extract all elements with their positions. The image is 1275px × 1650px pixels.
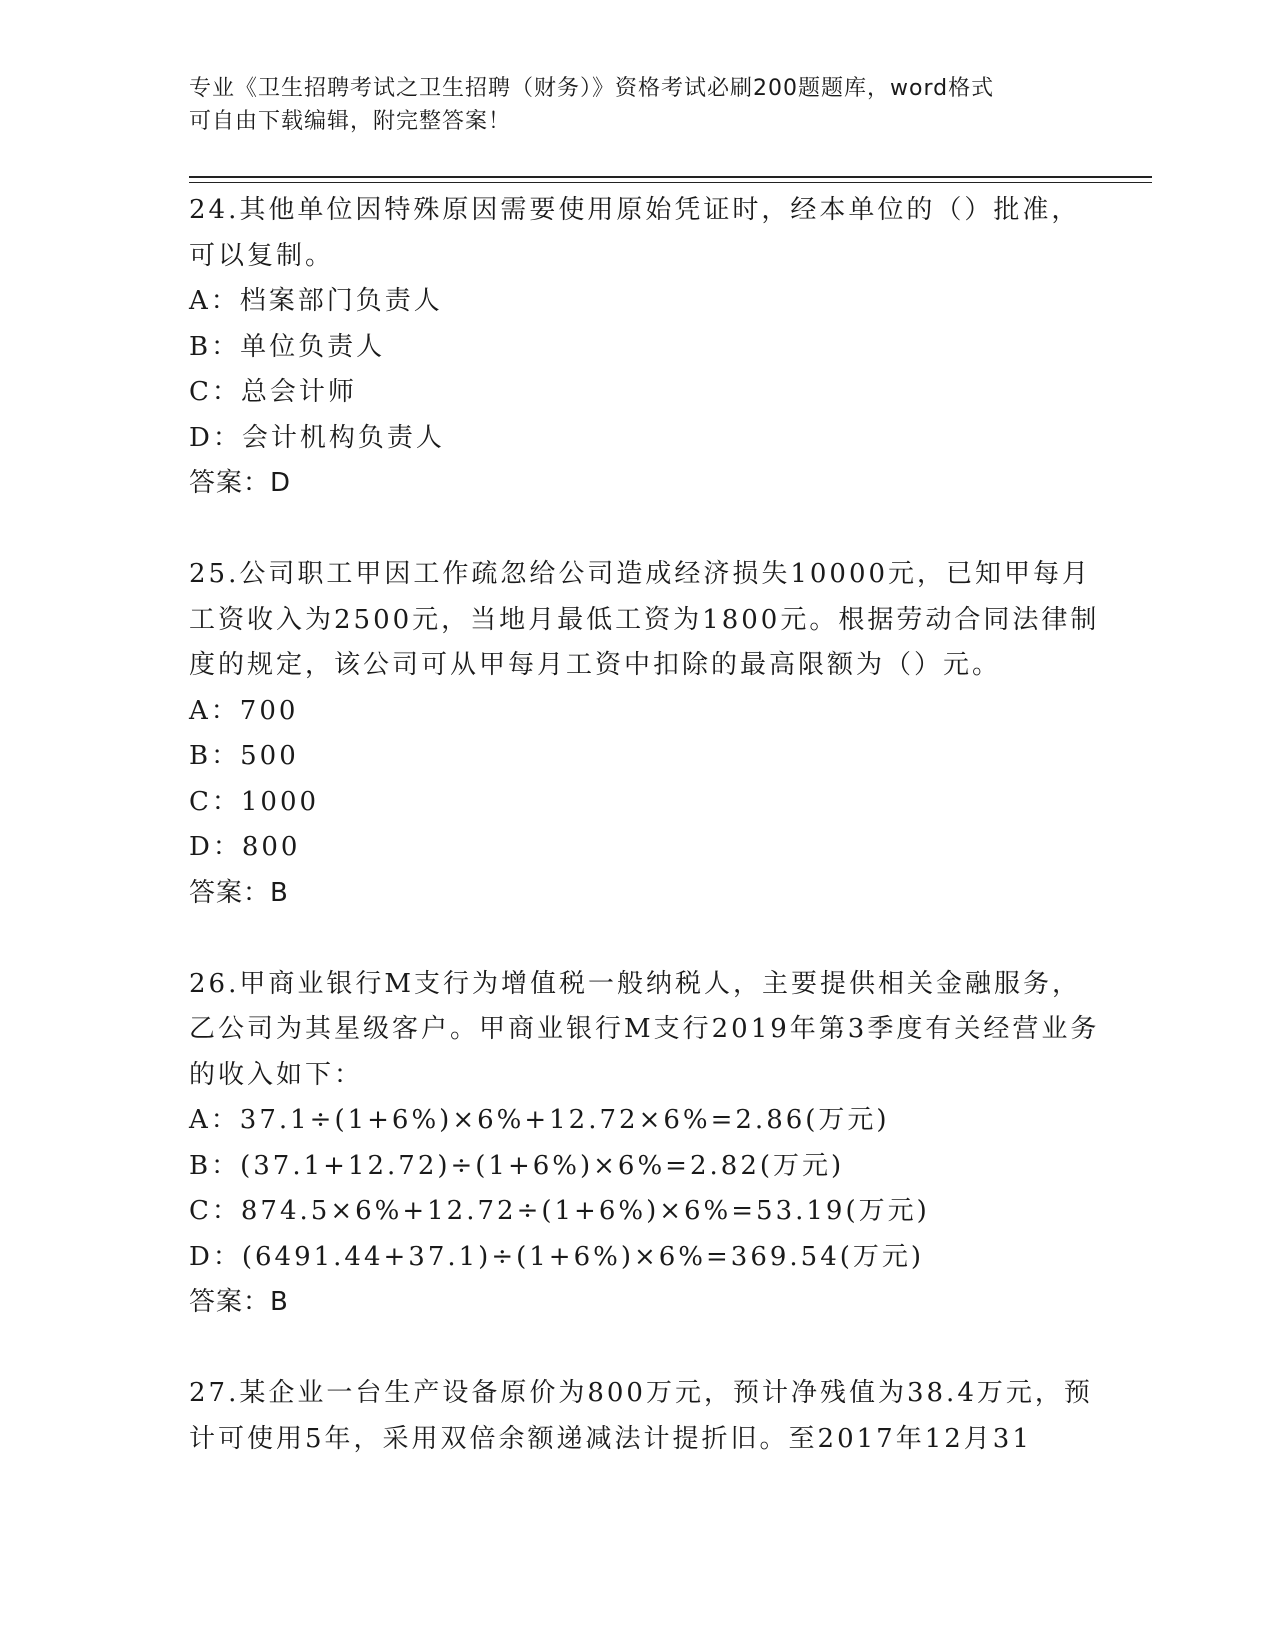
option-c: C：874.5×6%+12.72÷(1+6%)×6%=53.19(万元) (189, 1196, 930, 1226)
question-stem: 24.其他单位因特殊原因需要使用原始凭证时，经本单位的（）批准，可以复制。 (189, 195, 1081, 271)
answer-label: 答案：D (189, 468, 292, 498)
answer-label: 答案：B (189, 1287, 289, 1317)
spacer (189, 916, 1109, 962)
question-list (189, 188, 1109, 1462)
question-stem: 27.某企业一台生产设备原价为800万元，预计净残值为38.4万元，预计可使用5年，采用双倍余额递减法计提折旧。至2017年12月31 (189, 1378, 1093, 1454)
spacer (189, 1326, 1109, 1372)
answer-label: 答案：B (189, 877, 289, 908)
option-a: A：700 (189, 695, 299, 726)
question-26 (189, 962, 1109, 1326)
option-a: A：37.1÷(1+6%)×6%+12.72×6%=2.86(万元) (189, 1105, 890, 1135)
option-a: A：档案部门负责人 (189, 286, 443, 316)
option-c: C：总会计师 (189, 377, 357, 407)
header-divider-thin (189, 182, 1152, 183)
spacer (189, 507, 1109, 553)
question-27 (189, 1371, 1109, 1462)
option-b: B：500 (189, 741, 299, 771)
header-divider-thick (189, 176, 1152, 178)
question-25 (189, 552, 1109, 916)
header-title-line2: 可自由下载编辑，附完整答案！ (189, 109, 512, 134)
option-b: B：(37.1+12.72)÷(1+6%)×6%=2.82(万元) (189, 1150, 845, 1181)
document-header (189, 72, 1069, 138)
header-title-line1: 专业《卫生招聘考试之卫生招聘（财务）》资格考试必刷200题题库，word格式 (189, 76, 995, 101)
option-b: B：单位负责人 (189, 331, 386, 362)
option-d: D：(6491.44+37.1)÷(1+6%)×6%=369.54(万元) (189, 1241, 925, 1272)
question-stem: 26.甲商业银行M支行为增值税一般纳税人，主要提供相关金融服务，乙公司为其星级客户。甲商业银行M支行2019年第3季度有关经营业务的收入如下： (189, 968, 1100, 1090)
option-d: D：800 (189, 832, 301, 862)
question-stem: 25.公司职工甲因工作疏忽给公司造成经济损失10000元，已知甲每月工资收入为2500元，当地月最低工资为1800元。根据劳动合同法律制度的规定，该公司可从甲每月工资中扣除的最高限额为（）元。 (189, 559, 1100, 680)
option-d: D：会计机构负责人 (189, 422, 445, 453)
option-c: C：1000 (189, 786, 320, 817)
question-24 (189, 188, 1109, 507)
